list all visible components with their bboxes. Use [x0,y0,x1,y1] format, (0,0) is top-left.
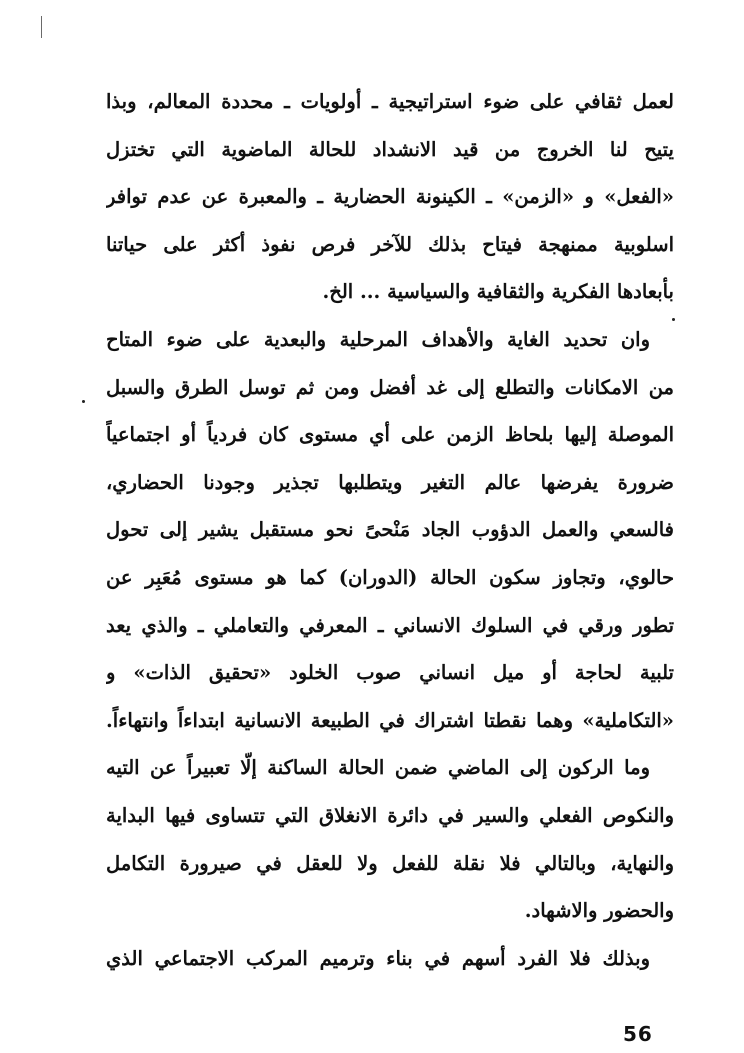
text-line: اسلوبية ممنهجة فيتاح بذلك للآخر فرص نفوذ أكثر على حياتنا [106,232,674,256]
text-line: ضرورة يفرضها عالم التغير ويتطلبها تجذير وجودنا الحضاري، [106,470,674,494]
text-line: بأبعادها الفكرية والثقافية والسياسية ... الخ. [322,280,674,304]
text-line: الموصلة إليها بلحاظ الزمن على أي مستوى كان فردياً أو اجتماعياً [106,423,674,447]
text-line: وان تحديد الغاية والأهداف المرحلية والبعدية على ضوء المتاح [106,327,650,351]
text-line: «التكاملية» وهما نقطتا اشتراك في الطبيعة الانسانية ابتداءاً وانتهاءاً. [106,708,674,732]
text-line: تطور ورقي في السلوك الانساني ـ المعرفي والتعاملي ـ والذي يعد [106,613,674,637]
text-line: تلبية لحاجة أو ميل انساني صوب الخلود «تحقيق الذات» و [106,661,674,685]
stray-dot-mark [82,400,85,403]
text-line: والنهاية، وبالتالي فلا نقلة للفعل ولا للعقل في صيرورة التكامل [106,851,674,875]
text-line: والنكوص الفعلي والسير في دائرة الانغلاق التي تتساوى فيها البداية [106,803,674,827]
page-number: 56 [623,1022,653,1046]
text-line: وما الركون إلى الماضي ضمن الحالة الساكنة إلّا تعبيراً عن التيه [106,756,650,780]
text-line: والحضور والاشهاد. [524,899,674,923]
text-line: يتيح لنا الخروج من قيد الانشداد للحالة الماضوية التي تختزل [106,137,674,161]
text-line: لعمل ثقافي على ضوء استراتيجية ـ أولويات ـ محددة المعالم، وبذا [106,90,674,113]
text-line: فالسعي والعمل الدؤوب الجاد مَنْحىً نحو مستقبل يشير إلى تحول [106,518,674,542]
text-line: من الامكانات والتطلع إلى غد أفضل ومن ثم توسل الطرق والسبل [106,375,674,399]
text-line: «الفعل» و «الزمن» ـ الكينونة الحضارية ـ والمعبرة عن عدم توافر [106,185,674,209]
text-line: وبذلك فلا الفرد أسهم في بناء وترميم المركب الاجتماعي الذي [106,946,650,970]
page-edge-mark [41,16,42,38]
text-line: حالوي، وتجاوز سكون الحالة (الدوران) كما هو مستوى مُعَبِر عن [106,565,674,589]
body-text [106,78,674,982]
